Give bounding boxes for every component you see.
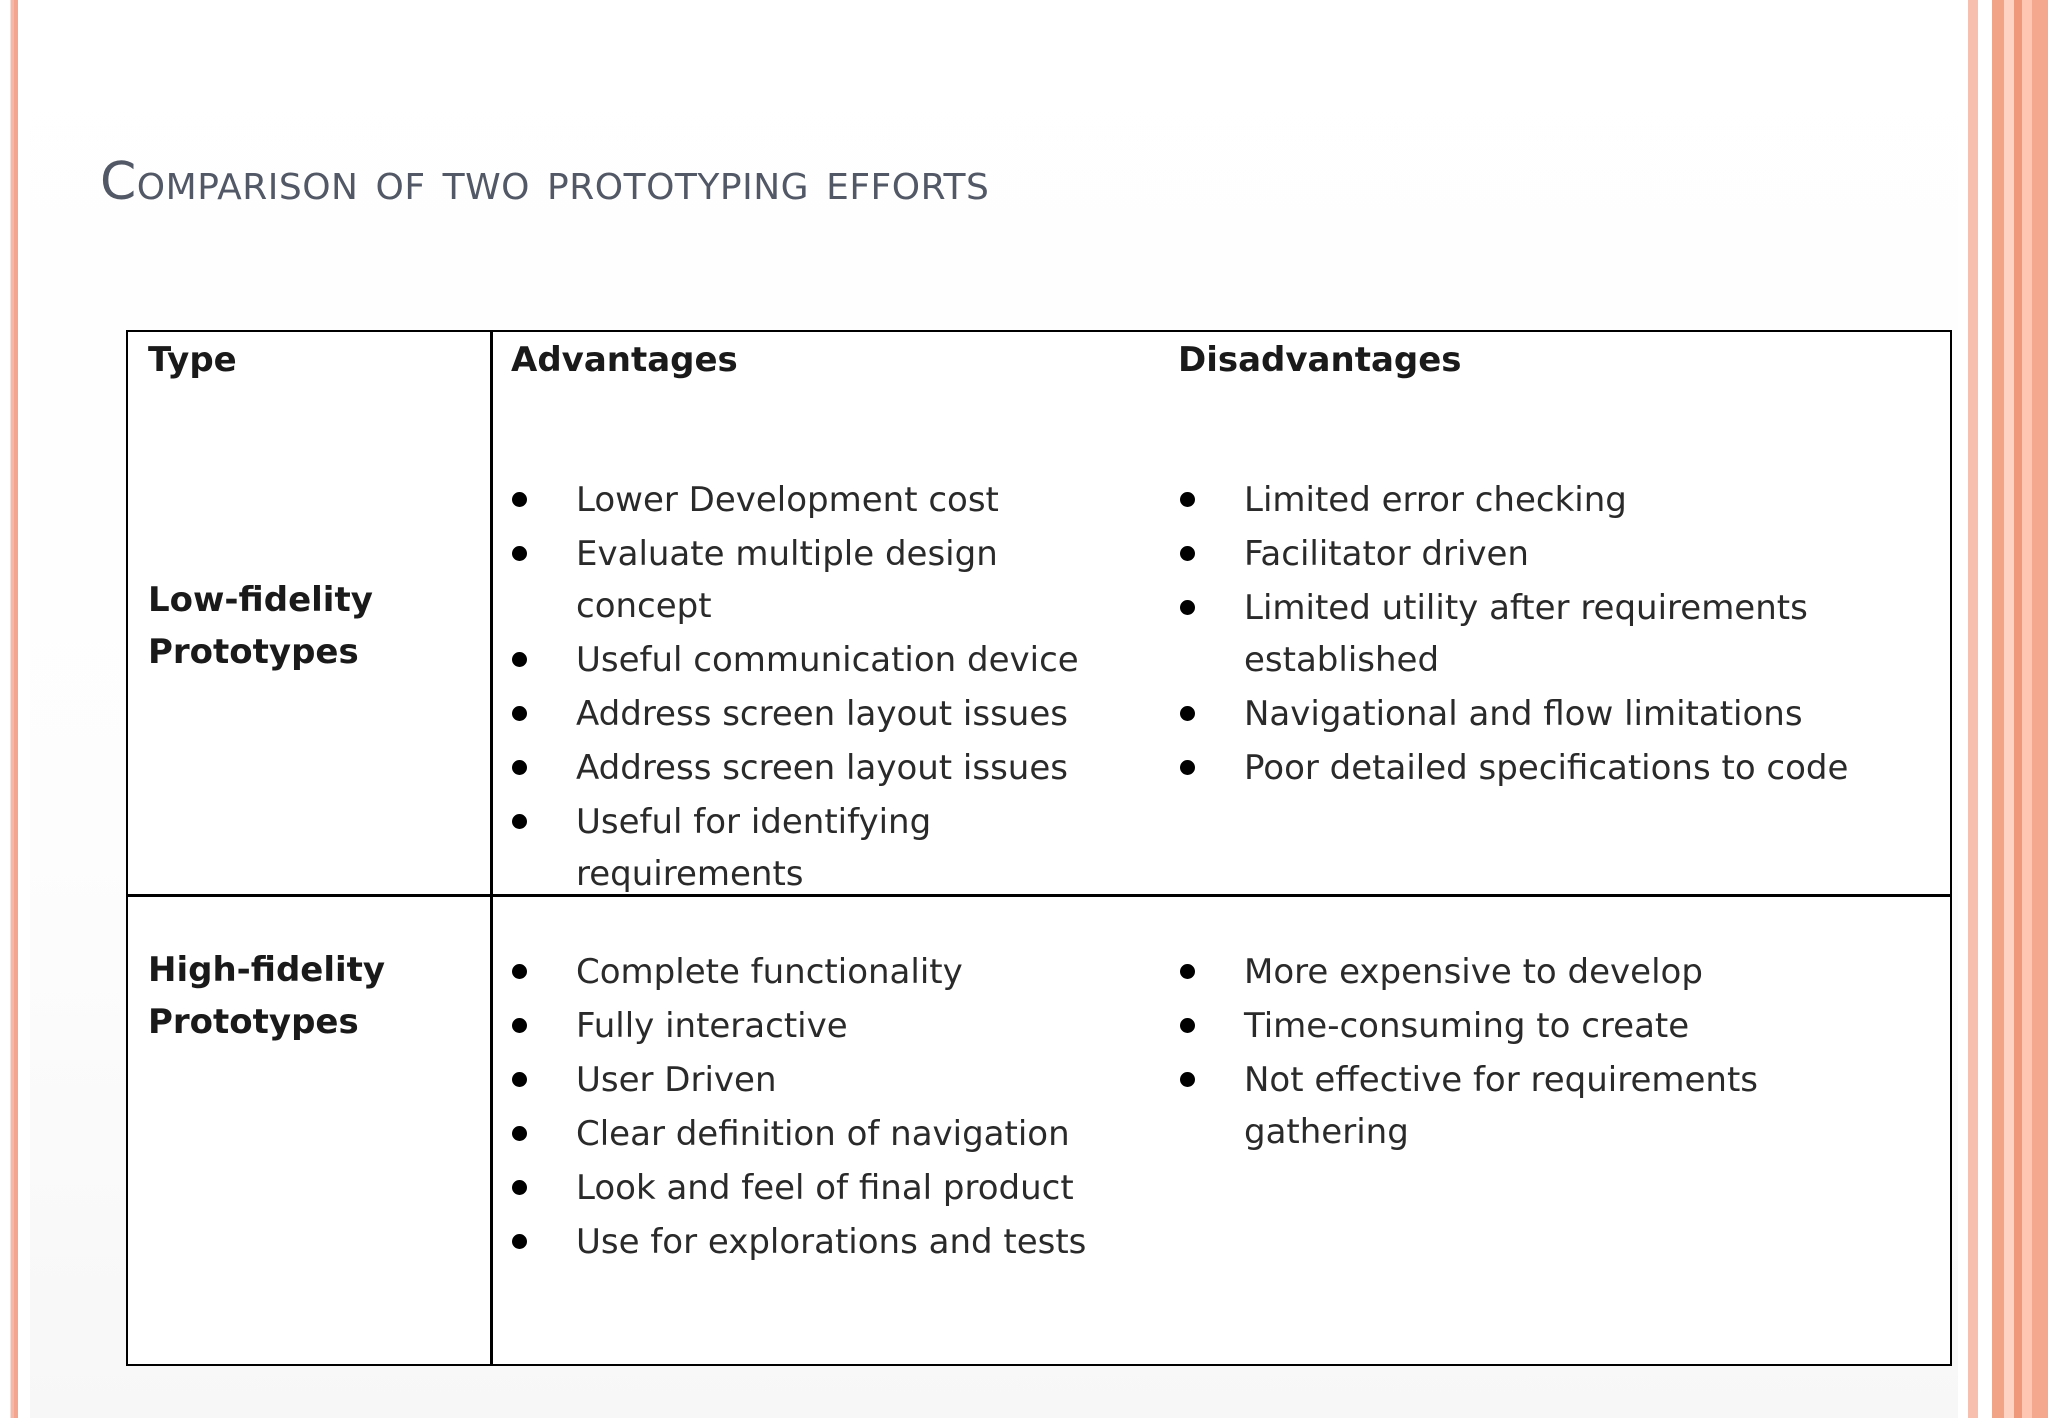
left-accent-line [14,0,18,1418]
list-item [506,634,1126,686]
type-label-line2: Prototypes [148,632,359,672]
list-item [1174,1000,1794,1052]
list-item [1174,946,1794,998]
list-item-text: Facilitator driven [1244,534,1529,574]
list-item-text: Useful communication device [576,640,1079,680]
list-item [506,688,1126,740]
high-fidelity-disadvantages-list [1174,946,1794,1160]
header-type: Type [148,340,237,380]
bullet-icon [512,546,527,561]
list-item-text: Not effective for requirements gathering [1244,1060,1759,1152]
list-item-text: Limited utility after requirements established [1244,588,1808,680]
list-item-text: Clear definition of navigation [576,1114,1070,1154]
bullet-icon [512,1234,527,1249]
bullet-icon [512,760,527,775]
header-advantages: Advantages [511,340,738,380]
bullet-icon [1180,1072,1195,1087]
bullet-icon [1180,600,1195,615]
list-item-text: Useful for identifying requirements [576,802,932,894]
bullet-icon [512,964,527,979]
list-item-text: Use for explorations and tests [576,1222,1087,1262]
comparison-table [126,330,1952,1366]
type-cell-high-fidelity [148,944,385,1048]
list-item [1174,528,1894,580]
list-item [1174,474,1894,526]
bullet-icon [512,492,527,507]
bullet-icon [512,1072,527,1087]
list-item-text: Look and feel of final product [576,1168,1074,1208]
list-item-text: Address screen layout issues [576,748,1068,788]
bullet-icon [1180,546,1195,561]
list-item [506,1216,1126,1268]
bullet-icon [512,814,527,829]
list-item-text: Evaluate multiple design concept [576,534,998,626]
list-item-text: Complete functionality [576,952,963,992]
list-item [1174,1054,1794,1158]
high-fidelity-advantages-list [506,946,1126,1270]
list-item-text: Navigational and flow limitations [1244,694,1803,734]
list-item-text: Poor detailed specifications to code [1244,748,1849,788]
bullet-icon [512,706,527,721]
list-item [1174,688,1894,740]
low-fidelity-disadvantages-list [1174,474,1894,796]
type-label-line1: High-fidelity [148,950,386,990]
list-item [506,474,1126,526]
list-item [506,1108,1126,1160]
type-label-line1: Low-fidelity [148,580,373,620]
bullet-icon [1180,964,1195,979]
table-column-divider [490,332,493,1364]
list-item [506,1000,1126,1052]
bullet-icon [1180,760,1195,775]
list-item-text: More expensive to develop [1244,952,1703,992]
list-item [506,796,1126,900]
list-item-text: Limited error checking [1244,480,1627,520]
list-item [506,1054,1126,1106]
right-decorative-stripes [1958,0,2048,1418]
slide-title: Comparison of two prototyping efforts [100,152,990,212]
list-item-text: Lower Development cost [576,480,999,520]
list-item [1174,582,1894,686]
list-item-text: User Driven [576,1060,777,1100]
list-item [506,1162,1126,1214]
bullet-icon [512,1126,527,1141]
list-item [506,742,1126,794]
list-item [506,946,1126,998]
bullet-icon [1180,706,1195,721]
list-item-text: Time-consuming to create [1244,1006,1690,1046]
list-item-text: Address screen layout issues [576,694,1068,734]
list-item-text: Fully interactive [576,1006,848,1046]
bullet-icon [1180,1018,1195,1033]
low-fidelity-advantages-list [506,474,1126,902]
type-label-line2: Prototypes [148,1002,359,1042]
bullet-icon [1180,492,1195,507]
bullet-icon [512,1018,527,1033]
list-item [1174,742,1894,794]
bullet-icon [512,1180,527,1195]
type-cell-low-fidelity [148,574,373,678]
bullet-icon [512,652,527,667]
header-disadvantages: Disadvantages [1178,340,1462,380]
list-item [506,528,1126,632]
